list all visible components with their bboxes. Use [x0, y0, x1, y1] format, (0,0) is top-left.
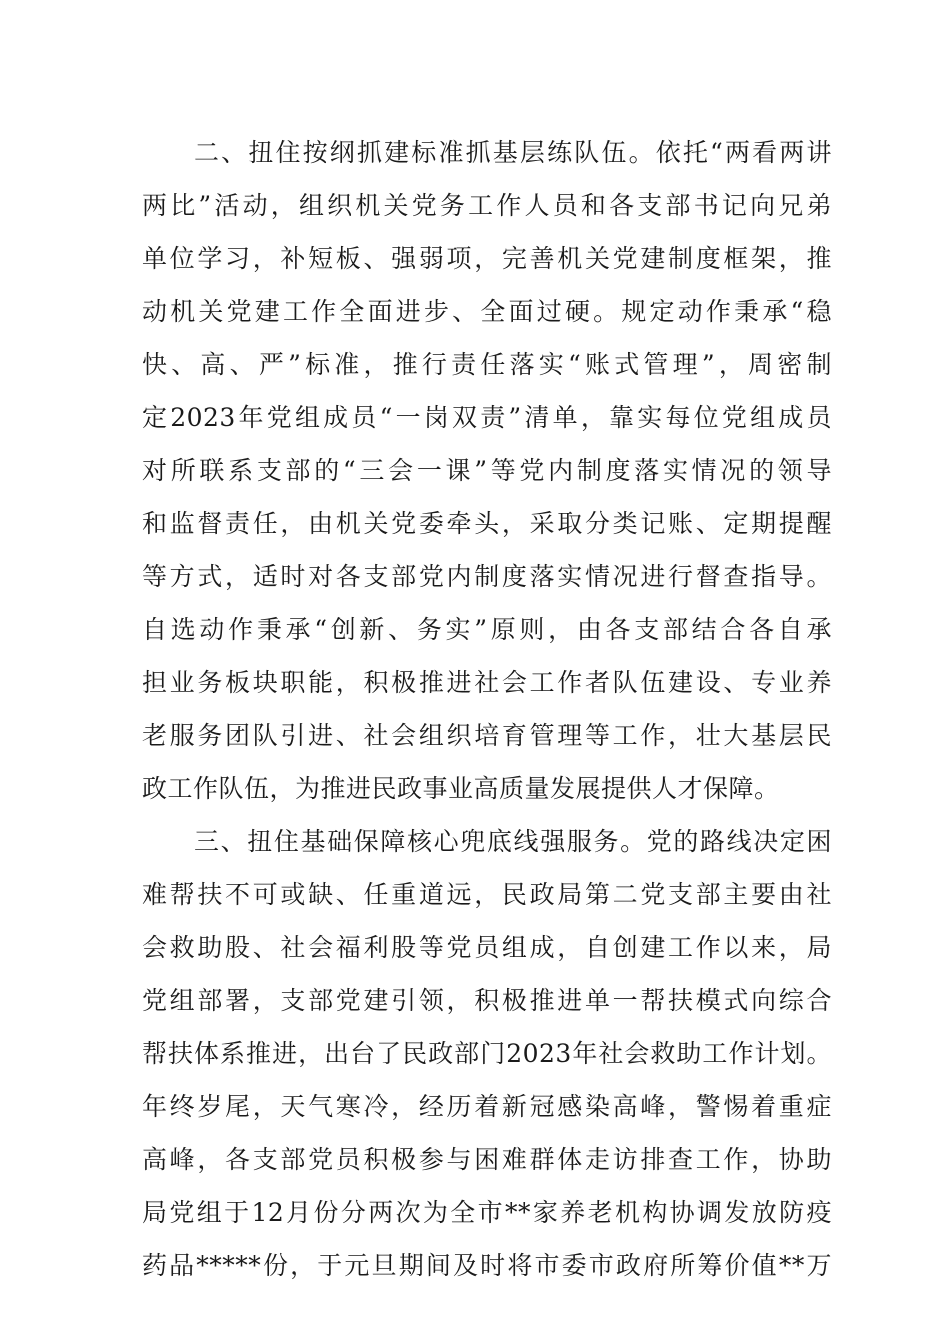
paragraph-2-line-2: 两比”活动，组织机关党务工作人员和各支部书记向兄弟: [142, 191, 832, 220]
paragraph-3-line-1: 三、扭住基础保障核心兜底线强服务。党的路线决定困: [194, 827, 832, 856]
paragraph-2-line-8: 和监督责任，由机关党委牵头，采取分类记账、定期提醒: [142, 509, 832, 538]
paragraph-3-line-9: 药品*****份，于元旦期间及时将市委市政府所筹价值**万: [142, 1251, 832, 1280]
paragraph-2-line-7: 对所联系支部的“三会一课”等党内制度落实情况的领导: [142, 456, 832, 485]
paragraph-3-line-2: 难帮扶不可或缺、任重道远，民政局第二党支部主要由社: [142, 880, 832, 909]
paragraph-2-line-3: 单位学习，补短板、强弱项，完善机关党建制度框架，推: [142, 244, 832, 273]
paragraph-2-line-4: 动机关党建工作全面进步、全面过硬。规定动作秉承“稳: [142, 297, 832, 326]
paragraph-3-line-6: 年终岁尾，天气寒冷，经历着新冠感染高峰，警惕着重症: [142, 1092, 832, 1121]
paragraph-2-line-1: 二、扭住按纲抓建标准抓基层练队伍。依托“两看两讲: [194, 138, 832, 167]
paragraph-2-line-10: 自选动作秉承“创新、务实”原则，由各支部结合各自承: [142, 615, 832, 644]
paragraph-2-line-6: 定2023年党组成员“一岗双责”清单，靠实每位党组成员: [142, 403, 832, 432]
paragraph-2-line-5: 快、高、严”标准，推行责任落实“账式管理”，周密制: [142, 350, 832, 379]
paragraph-3-line-5: 帮扶体系推进，出台了民政部门2023年社会救助工作计划。: [142, 1039, 832, 1068]
body-text: [142, 126, 832, 1292]
paragraph-3-line-7: 高峰，各支部党员积极参与困难群体走访排查工作，协助: [142, 1145, 832, 1174]
paragraph-2-line-11: 担业务板块职能，积极推进社会工作者队伍建设、专业养: [142, 668, 832, 697]
paragraph-3-line-8: 局党组于12月份分两次为全市**家养老机构协调发放防疫: [142, 1198, 832, 1227]
paragraph-2-line-9: 等方式，适时对各支部党内制度落实情况进行督查指导。: [142, 562, 832, 591]
paragraph-3-line-3: 会救助股、社会福利股等党员组成，自创建工作以来，局: [142, 933, 832, 962]
paragraph-3-line-4: 党组部署，支部党建引领，积极推进单一帮扶模式向综合: [142, 986, 832, 1015]
paragraph-2-line-12: 老服务团队引进、社会组织培育管理等工作，壮大基层民: [142, 721, 832, 750]
paragraph-2-line-13: 政工作队伍，为推进民政事业高质量发展提供人才保障。: [142, 774, 780, 803]
